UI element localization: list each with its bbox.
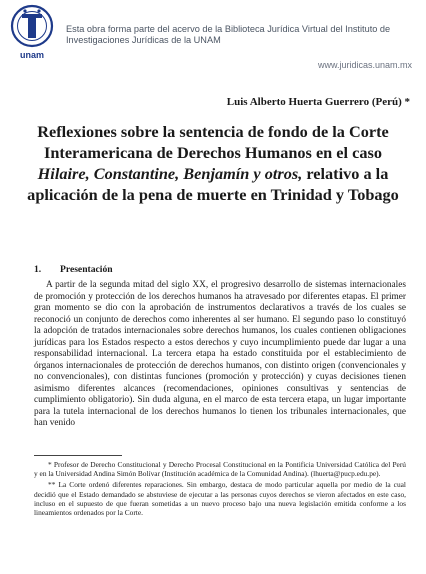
footnotes [34,460,406,519]
logo-wordmark: unam [19,50,44,60]
library-notice: Esta obra forma parte del acervo de la Biblioteca Jurídica Virtual del Instituto de Investigaciones Jurídicas de la UNAM [66,24,391,45]
footnote-rule [34,455,122,456]
title-case-names: Hilaire, Constantine, Benjamín y otros, [37,164,303,183]
footnote-reparations: ** La Corte ordenó diferentes reparaciones. Sin embargo, destaca de modo particular aquella por medio de la cual decidió que el Estado demandado se abstuviese de ejecutar a las personas cuyos derechos se vieron afectados en este caso, incluso en el supuesto de que fueran sometidas a un nuevo proceso bajo una nueva legislación emitida conforme a los lineamientos ordenados por la Corte. [34,480,406,518]
body-paragraph: A partir de la segunda mitad del siglo XX, el progresivo desarrollo de sistemas internacionales de promoción y protección de los derechos humanos ha atravesado por diferentes etapas. El primer gran momento se dio con la aprobación de instrumentos declarativos a través de los cuales se reconoció un conjunto de derechos como inherentes al ser humano. El segundo paso lo constituyó la adopción de tratados internacionales sobre derechos humanos, los cuales contienen obligaciones jurídicas para los Estados respecto a estos derechos y cuyo incumplimiento puede dar lugar a una responsabilidad internacional. La tercera etapa ha estado constituida por el establecimiento de órganos internacionales de protección de derechos humanos, con distinto origen (convencionales y no convencionales), con distintas funciones (promoción y protección) y cuyas decisiones tienen asimismo diferentes alcances (recomendaciones, opiniones consultivas y sentencias de cumplimiento obligatorio). Sin duda alguna, en el marco de esta tercera etapa, un lugar importante para la tutela internacional de los derechos humanos lo tienen los tribunales internacionales, que han venido [34,280,406,428]
title-part-2: relativo a la aplicación de la pena de muerte en Trinidad y Tobago [27,164,399,204]
website-url[interactable]: www.juridicas.unam.mx [317,60,412,70]
footnote-author: * Profesor de Derecho Constitucional y Derecho Procesal Constitucional en la Pontificia Universidad Católica del Perú y en la Universidad Andina Simón Bolívar (Institución académica de la Comunidad Andina). (lhuerta@pucp.edu.pe). [34,460,406,479]
title-part-1: Reflexiones sobre la sentencia de fondo de la Corte Interamericana de Derechos Humanos en el caso [37,122,389,162]
section-title: Presentación [60,264,113,275]
body-text [34,280,406,430]
article-title [18,121,408,205]
section-heading [34,264,113,275]
section-number: 1. [34,264,42,275]
author-line: Luis Alberto Huerta Guerrero (Perú) * [226,96,410,108]
